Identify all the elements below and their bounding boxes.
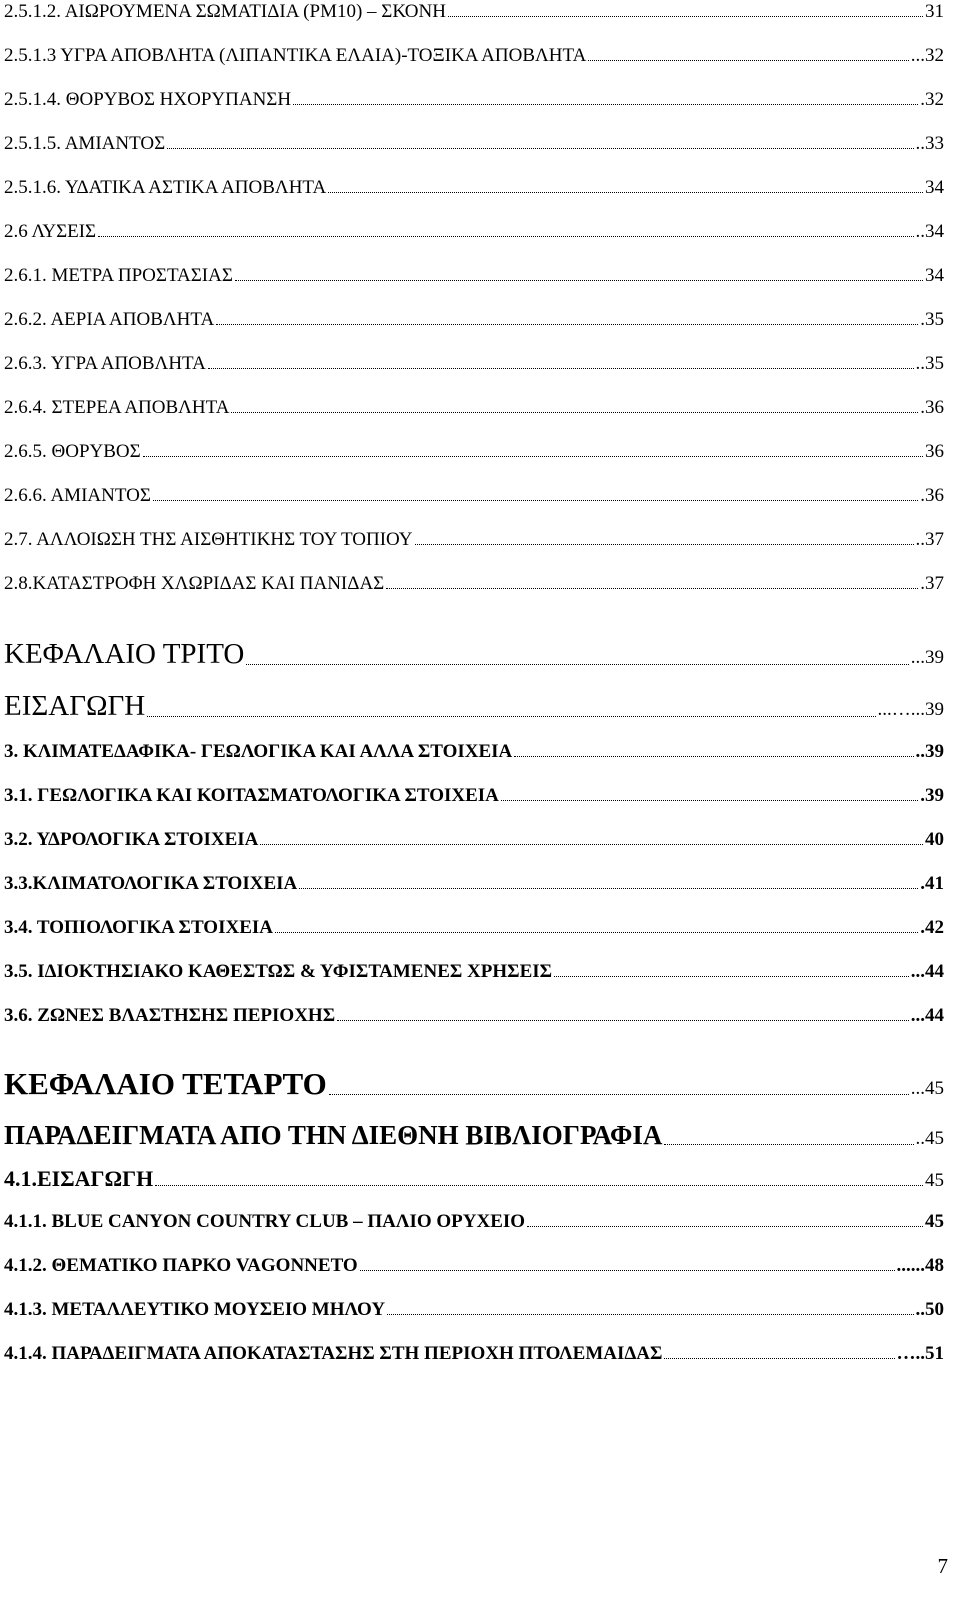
toc-entry[interactable]: [4, 530, 944, 549]
toc-dot-leader: [527, 1226, 923, 1227]
toc-dot-leader: [387, 1314, 913, 1315]
toc-entry-page: ..35: [915, 353, 944, 374]
toc-dot-leader: [664, 1358, 894, 1359]
toc-entry-page: .36: [920, 485, 944, 506]
toc-entry-page: .32: [920, 89, 944, 110]
toc-entry-title: 4.1.2. ΘΕΜΑΤΙΚΟ ΠΑΡΚΟ VAGONNETO: [4, 1255, 358, 1276]
toc-entry[interactable]: [4, 1300, 944, 1319]
toc-entry-page: 34: [925, 177, 944, 198]
toc-dot-leader: [260, 844, 923, 845]
toc-dot-leader: [360, 1270, 895, 1271]
toc-entry-title: ΠΑΡΑΔΕΙΓΜΑΤΑ ΑΠΟ ΤΗΝ ΔΙΕΘΝΗ ΒΙΒΛΙΟΓΡΑΦΙΑ: [4, 1120, 663, 1150]
toc-entry[interactable]: [4, 1212, 944, 1231]
toc-entry-title: 2.5.1.3 ΥΓΡΑ ΑΠΟΒΛΗΤΑ (ΛΙΠΑΝΤΙΚΑ ΕΛΑΙΑ)-ΤΟΞΙΚΑ ΑΠΟΒΛΗΤΑ: [4, 45, 587, 66]
toc-entry-title: 2.5.1.2. ΑΙΩΡΟΥΜΕΝΑ ΣΩΜΑΤΙΔΙΑ (PM10) – ΣΚΟΝΗ: [4, 1, 446, 22]
toc-entry-title: 3.4. ΤΟΠΙΟΛΟΓΙΚΑ ΣΤΟΙΧΕΙΑ: [4, 917, 273, 938]
toc-entry[interactable]: [4, 830, 944, 849]
toc-dot-leader: [501, 800, 918, 801]
toc-entry-page: ...45: [910, 1078, 944, 1099]
toc-dot-leader: [153, 500, 918, 501]
toc-entry-title: 2.6 ΛΥΣΕΙΣ: [4, 221, 97, 242]
toc-entry-page: .42: [920, 917, 944, 938]
toc-entry-title: 2.8.ΚΑΤΑΣΤΡΟΦΗ ΧΛΩΡΙΔΑΣ ΚΑΙ ΠΑΝΙΔΑΣ: [4, 573, 385, 594]
toc-dot-leader: [337, 1020, 909, 1021]
toc-entry-page: .39: [920, 785, 944, 806]
toc-entry-page: ..37: [915, 529, 944, 550]
toc-entry[interactable]: [4, 1006, 944, 1025]
toc-dot-leader: [328, 192, 923, 193]
toc-dot-leader: [147, 716, 875, 717]
toc-entry-title: 4.1.4. ΠΑΡΑΔΕΙΓΜΑΤΑ ΑΠΟΚΑΤΑΣΤΑΣΗΣ ΣΤΗ ΠΕΡΙΟΧΗ ΠΤΟΛΕΜΑΙΔΑΣ: [4, 1343, 663, 1364]
toc-dot-leader: [299, 888, 918, 889]
toc-entry[interactable]: [4, 1068, 944, 1099]
toc-entry-title: 4.1.3. ΜΕΤΑΛΛΕΥΤΙΚΟ ΜΟΥΣΕΙΟ ΜΗΛΟΥ: [4, 1299, 386, 1320]
toc-dot-leader: [231, 412, 918, 413]
toc-entry-page: ..45: [915, 1128, 944, 1149]
toc-entry-page: ...…...39: [877, 699, 944, 720]
toc-entry-title: 2.6.2. ΑΕΡΙΑ ΑΠΟΒΛΗΤΑ: [4, 309, 215, 330]
toc-entry[interactable]: [4, 398, 944, 417]
toc-entry[interactable]: [4, 46, 944, 65]
toc-entry-page: 36: [925, 441, 944, 462]
toc-entry-title: 3.3.ΚΛΙΜΑΤΟΛΟΓΙΚΑ ΣΤΟΙΧΕΙΑ: [4, 873, 298, 894]
toc-entry-page: .35: [920, 309, 944, 330]
toc-dot-leader: [275, 932, 918, 933]
toc-entry-page: ......48: [896, 1255, 944, 1276]
toc-dot-leader: [386, 588, 918, 589]
toc-entry[interactable]: [4, 742, 944, 761]
toc-entry[interactable]: [4, 354, 944, 373]
toc-dot-leader: [448, 16, 923, 17]
toc-entry-page: 31: [925, 1, 944, 22]
toc-entry[interactable]: [4, 692, 944, 721]
toc-entry-title: ΚΕΦΑΛΑΙΟ ΤΡΙΤΟ: [4, 638, 245, 670]
toc-entry-page: ..50: [915, 1299, 944, 1320]
toc-entry-page: …..51: [896, 1343, 944, 1364]
toc-dot-leader: [554, 976, 909, 977]
toc-entry-title: 4.1.1. BLUE CANYON COUNTRY CLUB – ΠΑΛΙΟ ΟΡΥΧΕΙΟ: [4, 1211, 526, 1232]
toc-dot-leader: [246, 664, 908, 665]
toc-dot-leader: [329, 1094, 909, 1095]
toc-entry[interactable]: [4, 266, 944, 285]
toc-entry-page: .41: [920, 873, 944, 894]
toc-dot-leader: [664, 1144, 913, 1145]
toc-entry[interactable]: [4, 1256, 944, 1275]
toc-dot-leader: [208, 368, 914, 369]
toc-entry[interactable]: [4, 962, 944, 981]
toc-entry[interactable]: [4, 874, 944, 893]
toc-dot-leader: [155, 1185, 923, 1186]
toc-entry-title: 3.6. ΖΩΝΕΣ ΒΛΑΣΤΗΣΗΣ ΠΕΡΙΟΧΗΣ: [4, 1005, 336, 1026]
toc-entry[interactable]: [4, 486, 944, 505]
toc-dot-leader: [98, 236, 913, 237]
toc-entry-title: 3. ΚΛΙΜΑΤΕΔΑΦΙΚΑ- ΓΕΩΛΟΓΙΚΑ ΚΑΙ ΑΛΛΑ ΣΤΟΙΧΕΙΑ: [4, 741, 513, 762]
toc-entry-title: 2.7. ΑΛΛΟΙΩΣΗ ΤΗΣ ΑΙΣΘΗΤΙΚΗΣ ΤΟΥ ΤΟΠΙΟΥ: [4, 529, 413, 550]
toc-dot-leader: [216, 324, 918, 325]
toc-dot-leader: [514, 756, 913, 757]
toc-entry-title: 2.6.3. ΥΓΡΑ ΑΠΟΒΛΗΤΑ: [4, 353, 206, 374]
toc-entry-page: .37: [920, 573, 944, 594]
toc-entry-page: 45: [925, 1170, 944, 1191]
toc-entry-page: ...44: [910, 961, 944, 982]
toc-dot-leader: [588, 60, 908, 61]
toc-entry-title: 2.6.5. ΘΟΡΥΒΟΣ: [4, 441, 141, 462]
toc-entry-page: ..33: [915, 133, 944, 154]
toc-entry[interactable]: [4, 786, 944, 805]
toc-entry[interactable]: [4, 442, 944, 461]
toc-entry[interactable]: [4, 222, 944, 241]
toc-entry[interactable]: [4, 1122, 944, 1149]
toc-entry-title: 2.6.1. ΜΕΤΡΑ ΠΡΟΣΤΑΣΙΑΣ: [4, 265, 233, 286]
page-number: 7: [937, 1554, 948, 1578]
toc-entry-title: 4.1.ΕΙΣΑΓΩΓΗ: [4, 1166, 154, 1191]
toc-entry[interactable]: [4, 134, 944, 153]
toc-entry-page: ..39: [915, 741, 944, 762]
toc-dot-leader: [235, 280, 923, 281]
toc-entry[interactable]: [4, 918, 944, 937]
toc-entry-page: 40: [925, 829, 944, 850]
toc-entry-page: 45: [925, 1211, 944, 1232]
toc-entry[interactable]: [4, 178, 944, 197]
toc-entry-title: 3.2. ΥΔΡΟΛΟΓΙΚΑ ΣΤΟΙΧΕΙΑ: [4, 829, 259, 850]
toc-entry-title: 2.6.6. ΑΜΙΑΝΤΟΣ: [4, 485, 151, 506]
toc-entry-page: ...44: [910, 1005, 944, 1026]
toc-entry[interactable]: [4, 574, 944, 593]
toc-entry-title: 2.5.1.4. ΘΟΡΥΒΟΣ ΗΧΟΡΥΠΑΝΣΗ: [4, 89, 292, 110]
toc-entry-page: ..34: [915, 221, 944, 242]
toc-entry-title: 2.5.1.6. ΥΔΑΤΙΚΑ ΑΣΤΙΚΑ ΑΠΟΒΛΗΤΑ: [4, 177, 327, 198]
toc-entry[interactable]: [4, 640, 944, 669]
toc-entry[interactable]: [4, 2, 944, 21]
toc-entry[interactable]: [4, 1168, 944, 1190]
toc-dot-leader: [167, 148, 913, 149]
toc-entry[interactable]: [4, 1344, 944, 1363]
toc-entry-title: 3.5. ΙΔΙΟΚΤΗΣΙΑΚΟ ΚΑΘΕΣΤΩΣ & ΥΦΙΣΤΑΜΕΝΕΣ ΧΡΗΣΕΙΣ: [4, 961, 553, 982]
toc-entry-page: ...32: [910, 45, 944, 66]
toc-entry[interactable]: [4, 90, 944, 109]
toc-dot-leader: [293, 104, 918, 105]
toc-entry-page: .36: [920, 397, 944, 418]
toc-entry-title: 2.6.4. ΣΤΕΡΕΑ ΑΠΟΒΛΗΤΑ: [4, 397, 230, 418]
toc-entry-title: ΕΙΣΑΓΩΓΗ: [4, 690, 146, 722]
toc-entry-page: ...39: [910, 647, 944, 668]
toc-dot-leader: [415, 544, 914, 545]
toc-entry-title: ΚΕΦΑΛΑΙΟ ΤΕΤΑΡΤΟ: [4, 1066, 327, 1101]
toc-entry-page: 34: [925, 265, 944, 286]
toc-entry-title: 2.5.1.5. ΑΜΙΑΝΤΟΣ: [4, 133, 166, 154]
toc-dot-leader: [143, 456, 923, 457]
toc-entry[interactable]: [4, 310, 944, 329]
toc-entry-title: 3.1. ΓΕΩΛΟΓΙΚΑ ΚΑΙ ΚΟΙΤΑΣΜΑΤΟΛΟΓΙΚΑ ΣΤΟΙΧΕΙΑ: [4, 785, 499, 806]
